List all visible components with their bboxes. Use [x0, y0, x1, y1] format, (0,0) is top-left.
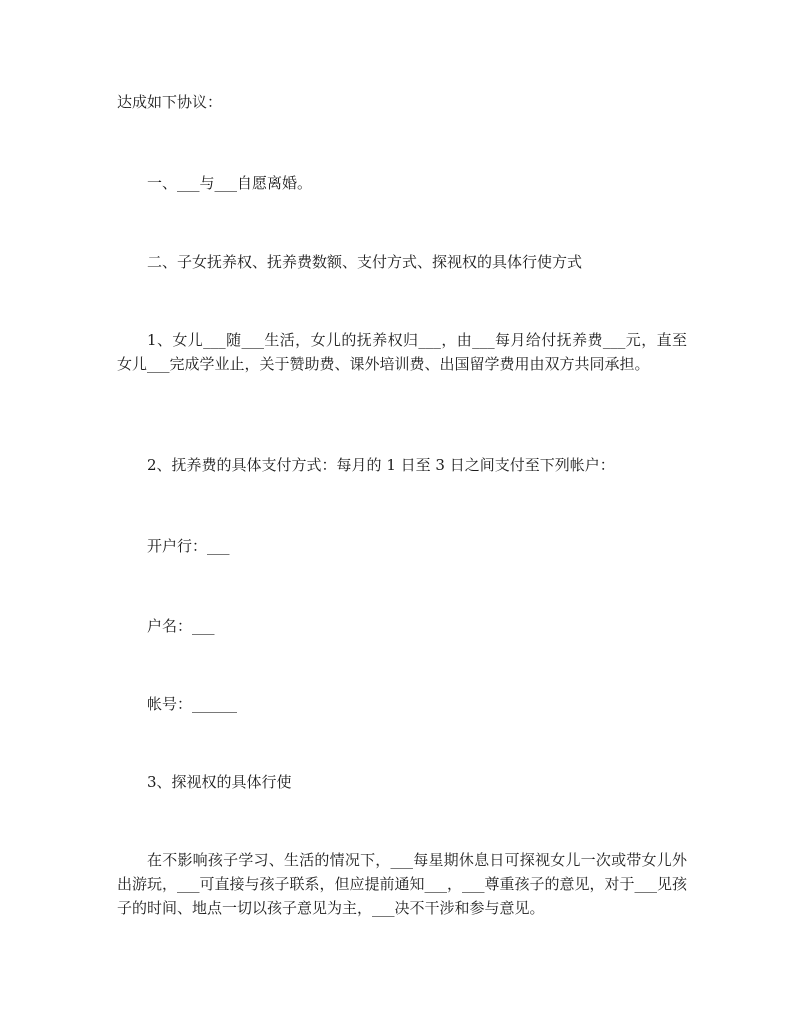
item-custody-support: 1、女儿___随___生活，女儿的抚养权归___，由___每月给付抚养费___元，直至女儿___完成学业止，关于赞助费、课外培训费、出国留学费用由双方共同承担。 — [117, 331, 687, 373]
item-visitation-heading: 3、探视权的具体行使 — [147, 773, 292, 791]
clause-child-custody-heading: 二、子女抚养权、抚养费数额、支付方式、探视权的具体行使方式 — [147, 253, 583, 271]
account-number-field: 帐号：______ — [147, 695, 238, 713]
item-payment-method: 2、抚养费的具体支付方式：每月的 1 日至 3 日之间支付至下列帐户： — [147, 456, 615, 474]
account-name-field: 户名：___ — [147, 617, 215, 635]
visitation-paragraph: 在不影响孩子学习、生活的情况下，___每星期休息日可探视女儿一次或带女儿外出游玩，___可直接与孩子联系，但应提前通知___，___尊重孩子的意见，对于___见孩子的时间、地点一切以孩子意见为主，___决不干涉和参与意见。 — [117, 851, 688, 917]
intro-text: 达成如下协议： — [117, 93, 223, 111]
clause-divorce: 一、___与___自愿离婚。 — [147, 174, 313, 192]
bank-field: 开户行：___ — [147, 537, 230, 555]
